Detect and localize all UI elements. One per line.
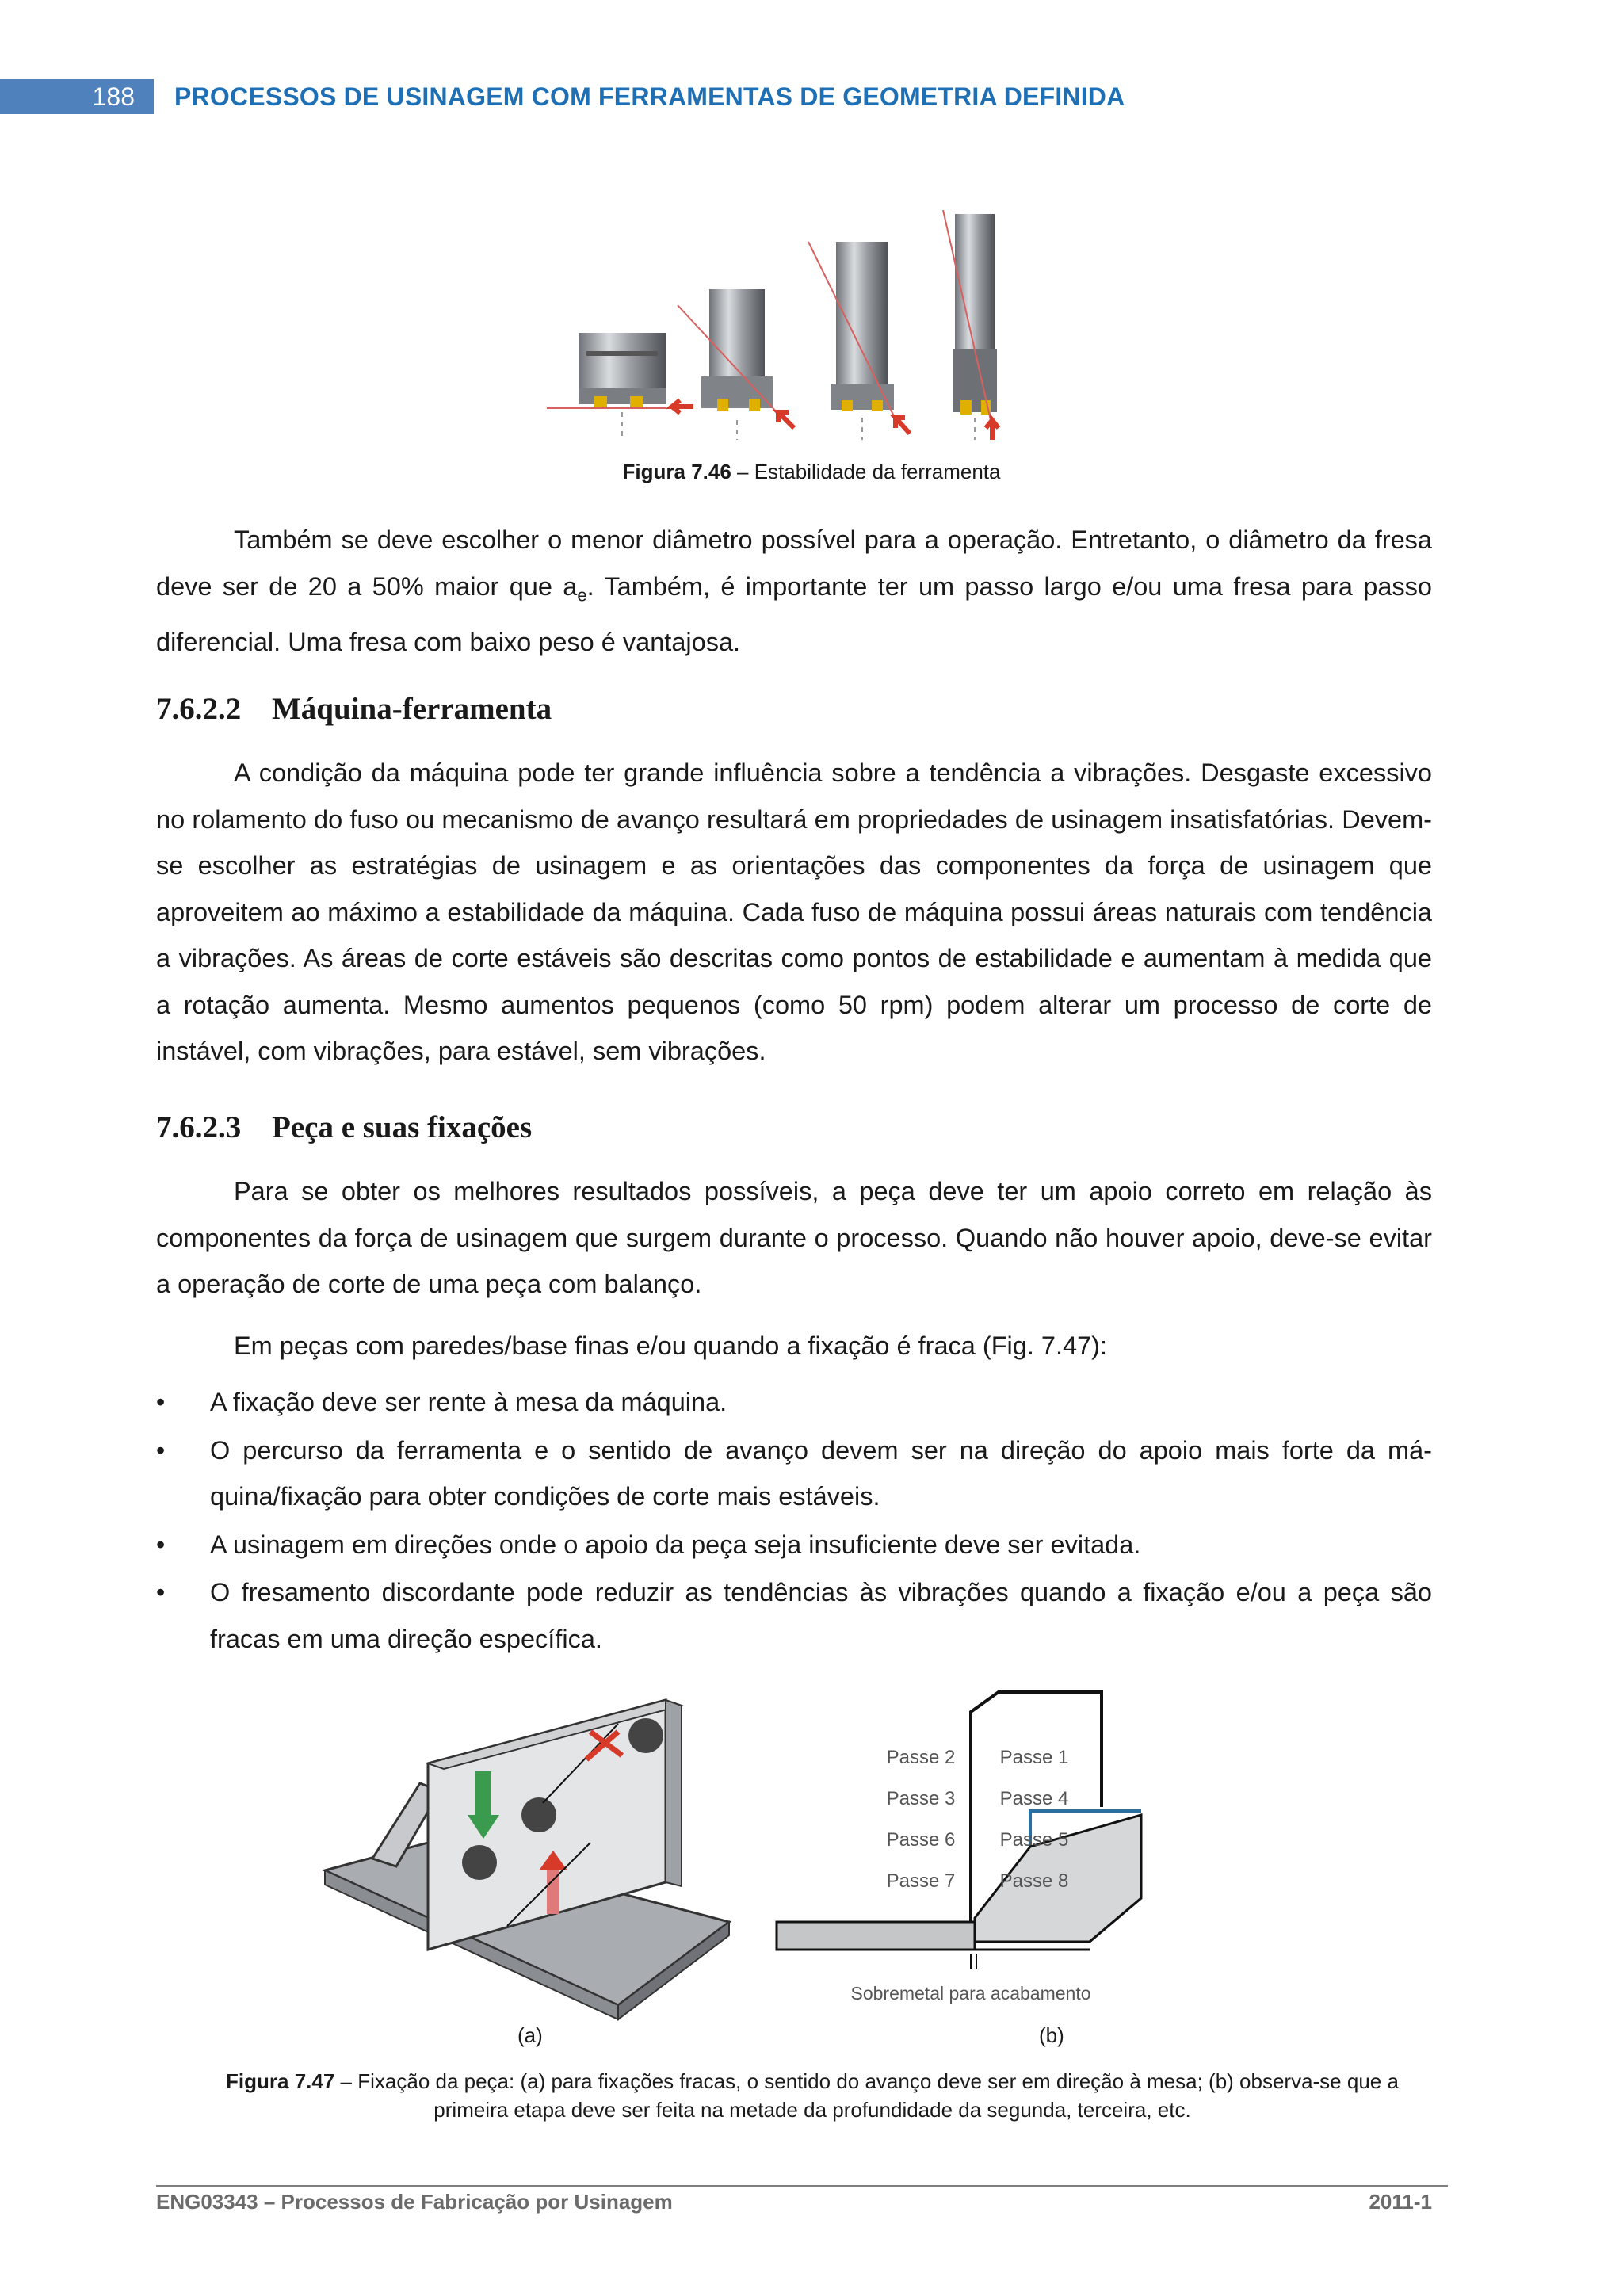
figure-7-47-caption [214, 2067, 1411, 2124]
pass-5-label: Passe 5 [999, 1829, 1069, 1851]
footer-divider [156, 2185, 1448, 2187]
section-number: 7.6.2.2 [156, 692, 242, 726]
milling-tool-3 [808, 242, 910, 434]
milling-tool-1 [547, 333, 693, 413]
figure-7-46-illustration [547, 210, 1062, 448]
paragraph-thin-walls: Em peças com paredes/base finas e/ou quando a fixação é fraca (Fig. 7.47): [234, 1331, 1108, 1360]
pass-7-label: Passe 7 [886, 1870, 956, 1892]
list-item: • O percurso da ferramenta e o sentido de avanço devem ser na direção do apoio mais forte da máquina/fixação para obter condições de corte mais estáveis. [156, 1427, 1432, 1520]
figure-7-46-caption [0, 460, 1623, 484]
pass-6-label: Passe 6 [886, 1829, 956, 1851]
list-item: • A fixação deve ser rente à mesa da máquina. [156, 1379, 1432, 1426]
p1-text-b: . Também, é importante ter um passo largo e/ou uma fresa para passo diferencial. Uma fresa com baixo peso é vantajosa. [156, 571, 1432, 656]
paragraph-tool-diameter [156, 517, 1432, 665]
subfigure-a-label: (a) [517, 2023, 543, 2047]
p1-subscript: e [577, 585, 587, 605]
pass-diagram-b [777, 1692, 1141, 2004]
p1-text-a: Também se deve escolher o menor diâmetro possível para a operação. Entretanto, o diâmetro da fresa deve ser de 20 a 50% maior que a [156, 525, 1432, 601]
footer-course: ENG03343 – Processos de Fabricação por Usinagem [156, 2190, 673, 2214]
pass-4-label: Passe 4 [999, 1788, 1069, 1809]
stock-allowance-label: Sobremetal para acabamento [850, 1983, 1091, 2004]
section-heading-machine-tool [156, 691, 552, 727]
figure-7-47-label: Figura 7.47 [226, 2069, 335, 2093]
pass-3-label: Passe 3 [886, 1788, 956, 1809]
figure-7-47-illustration [317, 1688, 1236, 2021]
paragraph-machine-condition: A condição da máquina pode ter grande influência sobre a tendência a vibrações. Desgaste excessivo no rolamento do fuso ou mecanismo de avanço resultará em propriedades de usinagem insatisfatórias. Devem-se escolher as estratégias de usinagem e as orientações das componentes da força de usinagem que aproveitem ao máximo a estabilidade da máquina. Cada fuso de máquina possui áreas naturais com tendência a vibrações. As áreas de corte estáveis são descritas como pontos de estabilidade e aumentam à medida que a rotação aumenta. Mesmo aumentos pequenos (como 50 rpm) podem alterar um processo de corte de instável, com vibrações, para estável, sem vibrações. [156, 758, 1432, 1065]
section-heading-workpiece [156, 1110, 532, 1145]
milling-tool-2 [678, 289, 794, 428]
section-number: 7.6.2.3 [156, 1110, 242, 1144]
paragraph-workpiece-support: Para se obter os melhores resultados possíveis, a peça deve ter um apoio correto em relação às componentes da força de usinagem que surgem durante o processo. Quando não houver apoio, deve-se evitar a operação de corte de uma peça com balanço. [156, 1177, 1432, 1298]
fixture-drawing-a [325, 1700, 729, 2019]
section-title: Peça e suas fixações [272, 1110, 533, 1144]
running-title: PROCESSOS DE USINAGEM COM FERRAMENTAS DE GEOMETRIA DEFINIDA [174, 82, 1125, 111]
list-item: • A usinagem em direções onde o apoio da peça seja insuficiente deve ser evitada. [156, 1522, 1432, 1568]
page-number: 188 [0, 79, 154, 114]
footer-term: 2011-1 [1369, 2190, 1432, 2214]
figure-7-46-label: Figura 7.46 [622, 460, 731, 483]
subfigure-b-label: (b) [1039, 2023, 1064, 2047]
section-title: Máquina-ferramenta [272, 692, 552, 726]
figure-7-47-caption-text: – Fixação da peça: (a) para fixações fracas, o sentido do avanço deve ser em direção à mesa; (b) observa-se que a primeira etapa deve ser feita na metade da profundidade da segunda, terceira, etc. [334, 2069, 1399, 2122]
milling-tool-4 [943, 210, 999, 440]
bullet-list [156, 1379, 1432, 1664]
list-item: • O fresamento discordante pode reduzir as tendências às vibrações quando a fixação e/ou a peça são fracas em uma direção específica. [156, 1569, 1432, 1662]
figure-7-46-caption-text: – Estabilidade da ferramenta [731, 460, 1001, 483]
pass-1-label: Passe 1 [999, 1747, 1069, 1768]
pass-2-label: Passe 2 [886, 1747, 956, 1768]
pass-8-label: Passe 8 [999, 1870, 1069, 1892]
